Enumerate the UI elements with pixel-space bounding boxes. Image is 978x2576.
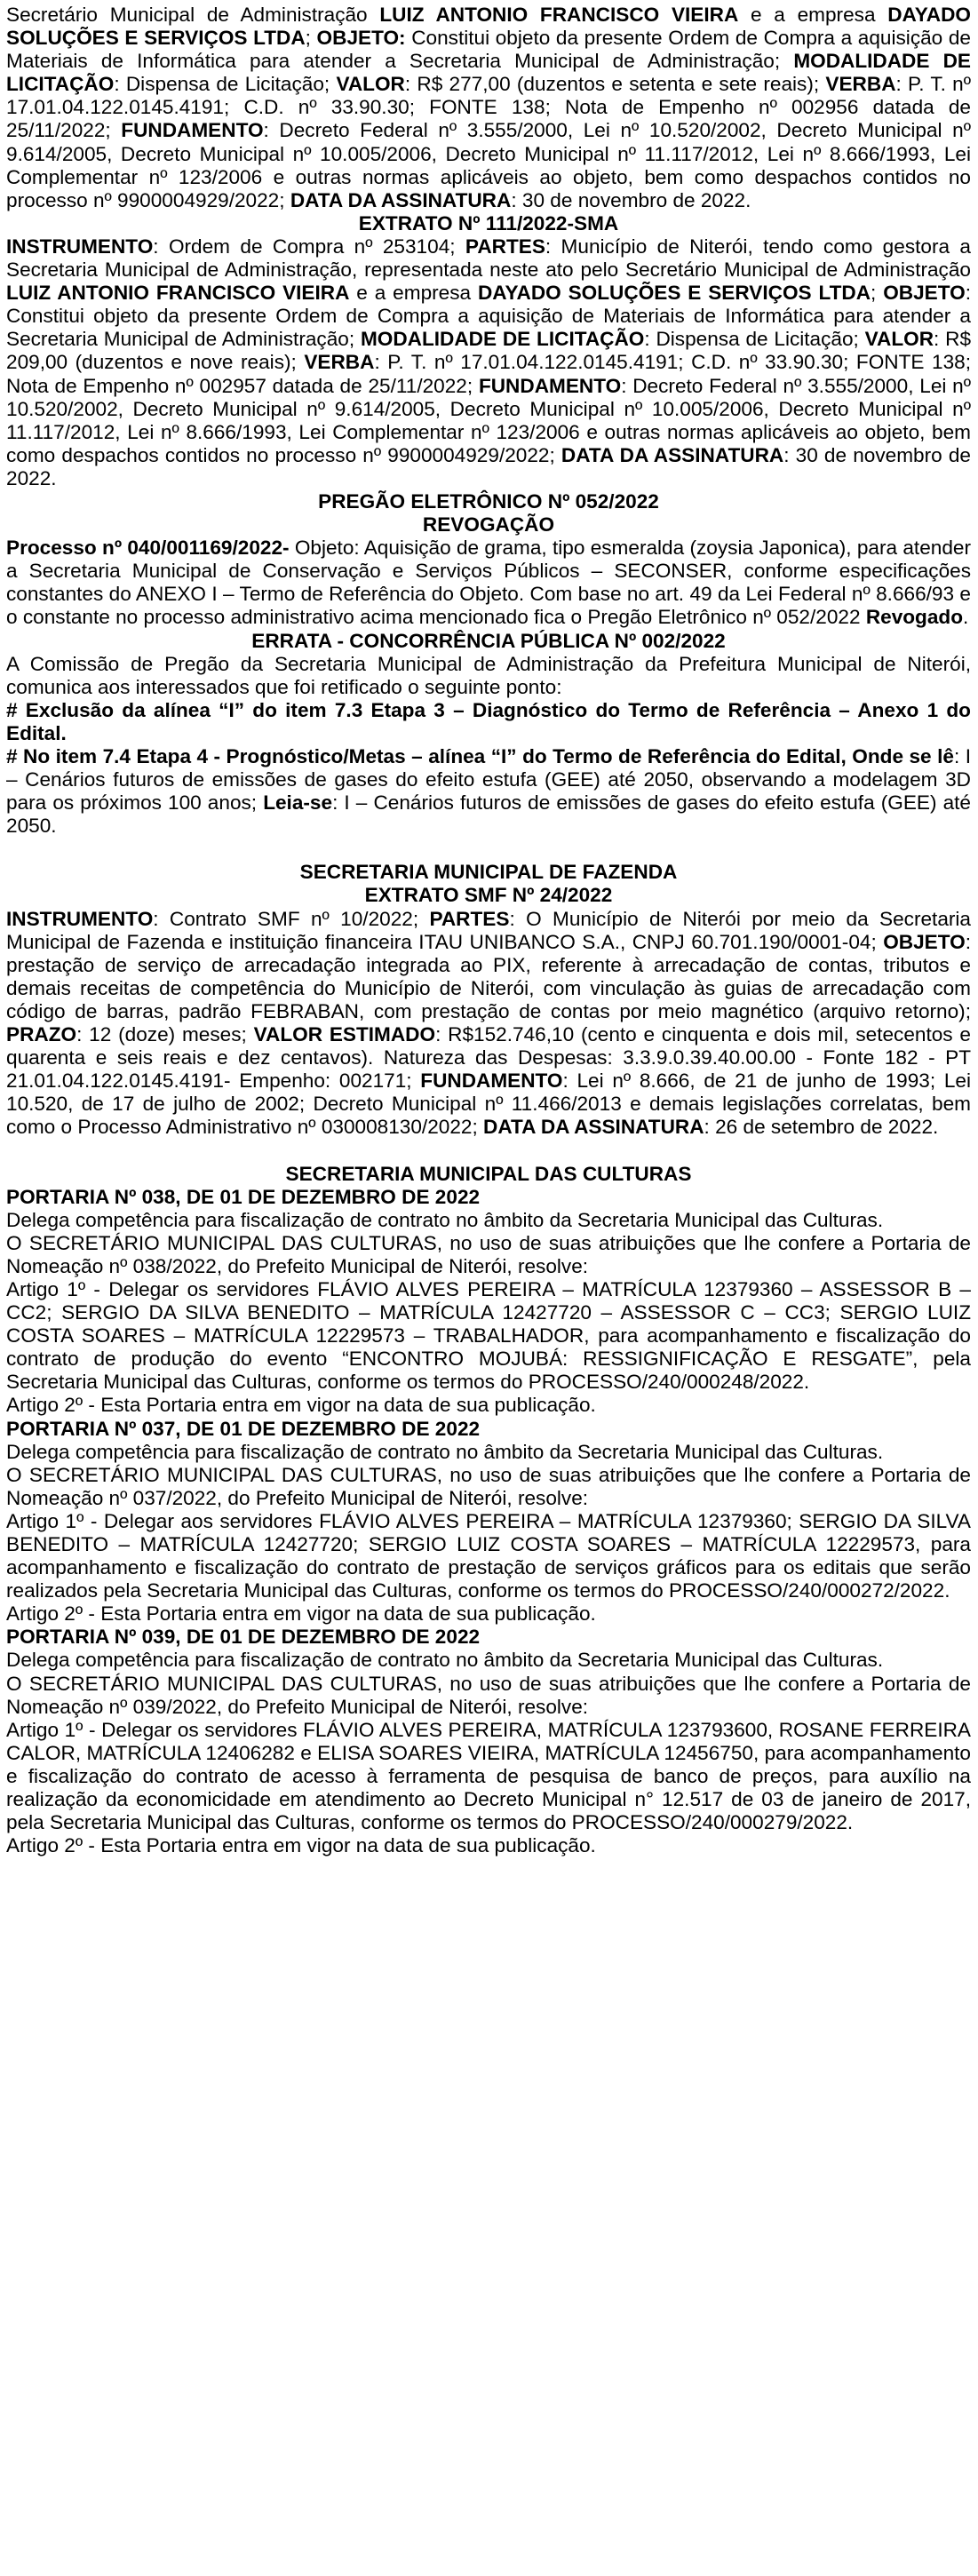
text-run: : 30 de novembro de 2022. [511,188,751,211]
ordinance-title: PORTARIA Nº 038, DE 01 DE DEZEMBRO DE 2022 [6,1185,481,1208]
text-run: O SECRETÁRIO MUNICIPAL DAS CULTURAS, no uso de suas atribuições que lhe confere a Portaria de Nomeação nº 039/2022, do Prefeito Municipal de Niterói, resolve: [6,1672,971,1718]
paragraph [6,1394,971,1417]
section-heading: EXTRATO Nº 111/2022-SMA [358,211,619,235]
paragraph [6,1649,971,1672]
bold-run: LUIZ ANTONIO FRANCISCO VIEIRA [6,282,350,305]
bold-run: Revogado [865,606,964,629]
text-run: ; [871,282,884,305]
section-heading: REVOGAÇÃO [422,513,555,537]
bold-run: OBJETO [883,282,966,305]
paragraph [6,1464,971,1510]
text-run: . [963,606,969,629]
text-run: : P. T. nº 17.01.04.122.0145.4191; C.D. nº 33.90.30; FONTE 138; Nota de Empenho nº 002957 datada de 25/11/2022; [6,351,971,397]
text-run: : Contrato SMF nº 10/2022; [153,907,430,930]
text-run: Artigo 1º - Delegar os servidores FLÁVIO ALVES PEREIRA – MATRÍCULA 12379360 – ASSESSOR B – CC2; SERGIO DA SILVA BENEDITO – MATRÍCULA 12427720 – ASSESSOR C – CC3; SERGIO LUIZ COSTA SOARES – MATRÍCULA 12229573 – TRABALHADOR, para acompanhamento e fiscalização do contrato de produção do evento “ENCONTRO MOJUBÁ: RESSIGNIFICAÇÃO E RESGATE”, pela Secretaria Municipal das Culturas, conforme os termos do PROCESSO/240/000248/2022. [6,1277,971,1394]
bold-run: PRAZO [6,1023,77,1046]
bold-run: DATA DA ASSINATURA [483,1116,704,1139]
text-run: : prestação de serviço de arrecadação integrada ao PIX, referente à arrecadação de contas, tributos e demais receitas de competência do Município de Niterói, com vinculação às guias de arrecadação com código de barras, padrão FEBRABAN, com prestação de contas por meio magnético (arquivo retorno); [6,930,971,1022]
text-run: Artigo 1º - Delegar aos servidores FLÁVIO ALVES PEREIRA – MATRÍCULA 12379360; SERGIO DA SILVA BENEDITO – MATRÍCULA 12427720; SERGIO LUIZ COSTA SOARES – MATRÍCULA 12229573, para acompanhamento e fiscalização do contrato de prestação de serviços gráficos para os editais que serão realizados pela Secretaria Municipal das Culturas, conforme os termos do PROCESSO/240/000272/2022. [6,1509,971,1602]
paragraph [6,1441,971,1464]
text-run: : 26 de setembro de 2022. [704,1116,939,1139]
paragraph [6,745,971,838]
text-run: : R$152.746,10 (cento e cinquenta e dois mil, setecentos e quarenta e seis reais e dez centavos). Natureza das Despesas: 3.3.9.0.39.40.00.00 - Fonte 182 - PT 21.01.04.122.0145.4191- Empenho: 002171; [6,1023,971,1093]
text-run: : Lei nº 8.666, de 21 de junho de 1993; Lei 10.520, de 17 de julho de 2002; Decreto Municipal nº 11.466/2013 e demais legislações correlatas, bem como o Processo Administrativo nº 030008130/2022; [6,1069,971,1139]
bold-run: FUNDAMENTO [478,374,622,397]
paragraph [6,537,971,629]
text-run: : I – Cenários futuros de emissões de gases do efeito estufa (GEE) até 2050, observando a modelagem 3D para os próximos 100 anos; [6,745,971,815]
bold-run: VALOR [336,73,405,96]
text-run: Delega competência para fiscalização de contrato no âmbito da Secretaria Municipal das Culturas. [6,1440,884,1463]
bold-run: FUNDAMENTO [121,119,264,142]
text-run: ; [305,27,317,50]
text-run: : Município de Niterói, tendo como gestora a Secretaria Municipal de Administração, representada neste ato pelo Secretário Municipal de Administração [6,235,971,282]
bold-run: OBJETO [883,930,966,953]
bold-run: MODALIDADE DE LICITAÇÃO [360,328,645,351]
text-run: Secretário Municipal de Administração [6,4,380,26]
text-run: : O Município de Niterói por meio da Secretaria Municipal de Fazenda e instituição financeira ITAU UNIBANCO S.A., CNPJ 60.701.190/0001-04; [6,907,971,953]
text-run: Artigo 2º - Esta Portaria entra em vigor na data de sua publicação. [6,1602,596,1626]
paragraph [6,4,971,212]
section-heading: PREGÃO ELETRÔNICO Nº 052/2022 [318,489,659,513]
paragraph [6,1719,971,1834]
bold-run: VERBA [304,351,375,374]
bold-run: MODALIDADE DE LICITAÇÃO [6,50,971,96]
bold-run: PARTES [429,907,510,930]
text-run: Objeto: Aquisição de grama, tipo esmeralda (zoysia Japonica), para atender a Secretaria Municipal de Conservação e Serviços Públicos – SECONSER, conforme especificações constantes do ANEXO I – Termo de Referência do Objeto. Com base no art. 49 da Lei Federal nº 8.666/93 e o constante no processo administrativo acima mencionado fica o Pregão Eletrônico nº 052/2022 [6,537,971,629]
bold-run: FUNDAMENTO [420,1069,563,1093]
section-heading: SECRETARIA MUNICIPAL DAS CULTURAS [285,1162,692,1185]
section-gap [6,838,971,861]
section-gap [6,1140,971,1163]
bold-run: DATA DA ASSINATURA [561,443,784,466]
bold-run: Processo nº 040/001169/2022- [6,537,290,560]
paragraph [6,1602,971,1626]
bold-run: VALOR [864,328,934,351]
section-heading: ERRATA - CONCORRÊNCIA PÚBLICA Nº 002/2022 [251,629,726,652]
bold-run: INSTRUMENTO [6,907,154,930]
bold-run: PARTES [465,235,545,258]
text-run: Delega competência para fiscalização de contrato no âmbito da Secretaria Municipal das Culturas. [6,1649,884,1672]
paragraph [6,1232,971,1278]
text-run: Delega competência para fiscalização de contrato no âmbito da Secretaria Municipal das Culturas. [6,1208,884,1231]
text-run: : Constitui objeto da presente Ordem de Compra a aquisição de Materiais de Informática para atender a Secretaria Municipal de Administração; [6,282,971,351]
text-run: Artigo 2º - Esta Portaria entra em vigor na data de sua publicação. [6,1834,596,1857]
bold-run: DAYADO SOLUÇÕES E SERVIÇOS LTDA [6,4,971,50]
text-run: : Decreto Federal nº 3.555/2000, Lei nº 10.520/2002, Decreto Municipal nº 9.614/2005, Decreto Municipal nº 10.005/2006, Decreto Municipal nº 11.117/2012, Lei nº 8.666/1993, Lei Complementar nº 123/2006 e outras normas aplicáveis ao objeto, bem como despachos contidos no processo nº 9900004929/2022; [6,119,971,211]
ordinance-title: PORTARIA Nº 037, DE 01 DE DEZEMBRO DE 2022 [6,1417,481,1440]
text-run: : P. T. nº 17.01.04.122.0145.4191; C.D. nº 33.90.30; FONTE 138; Nota de Empenho nº 002956 datada de 25/11/2022; [6,73,971,142]
bold-run: VALOR ESTIMADO [253,1023,436,1046]
text-run: : R$ 209,00 (duzentos e nove reais); [6,328,972,374]
text-run: e a empresa [349,282,478,305]
text-run: Constitui objeto da presente Ordem de Compra a aquisição de Materiais de Informática para atender a Secretaria Municipal de Administração; [6,27,971,73]
bold-run: # No item 7.4 Etapa 4 - Prognóstico/Metas – alínea “I” do Termo de Referência do Edital, Onde se lê [6,745,954,767]
text-run: : I – Cenários futuros de emissões de gases do efeito estufa (GEE) até 2050. [6,791,971,838]
text-run: : Ordem de Compra nº 253104; [153,235,465,258]
bold-run: LUIZ ANTONIO FRANCISCO VIEIRA [379,4,739,26]
text-run: O SECRETÁRIO MUNICIPAL DAS CULTURAS, no uso de suas atribuições que lhe confere a Portaria de Nomeação nº 038/2022, do Prefeito Municipal de Niterói, resolve: [6,1231,971,1277]
bold-run: OBJETO: [316,27,406,50]
bold-run: DAYADO SOLUÇÕES E SERVIÇOS LTDA [477,282,871,305]
text-run: : R$ 277,00 (duzentos e setenta e sete reais); [404,73,826,96]
bold-run: INSTRUMENTO [6,235,154,258]
paragraph [6,1278,971,1394]
text-run: : 12 (doze) meses; [76,1023,254,1046]
paragraph [6,1510,971,1602]
paragraph [6,1209,971,1232]
text-run: : Dispensa de Licitação; [644,328,865,351]
paragraph [6,1834,971,1857]
text-run: Artigo 1º - Delegar os servidores FLÁVIO ALVES PEREIRA, MATRÍCULA 123793600, ROSANE FERREIRA CALOR, MATRÍCULA 12406282 e ELISA SOARES VIEIRA, MATRÍCULA 12456750, para acompanhamento e fiscalização do contrato de acesso à ferramenta de pesquisa de banco de preços, para auxílio na realização da economicidade em atendimento ao Decreto Municipal n° 12.517 de 03 de janeiro de 2017, pela Secretaria Municipal das Culturas, conforme os termos do PROCESSO/240/000279/2022. [6,1718,971,1834]
bold-run: # Exclusão da alínea “I” do item 7.3 Etapa 3 – Diagnóstico do Termo de Referência – Anexo 1 do Edital. [6,698,971,744]
paragraph [6,1673,971,1719]
paragraph [6,653,971,699]
text-run: A Comissão de Pregão da Secretaria Municipal de Administração da Prefeitura Municipal de Niterói, comunica aos interessados que foi retificado o seguinte ponto: [6,652,971,698]
text-run: : Dispensa de Licitação; [114,73,337,96]
bold-run: VERBA [825,73,896,96]
text-run: e a empresa [738,4,888,26]
ordinance-title: PORTARIA Nº 039, DE 01 DE DEZEMBRO DE 2022 [6,1626,481,1649]
bold-run: DATA DA ASSINATURA [290,188,512,211]
paragraph [6,908,971,1140]
text-run: O SECRETÁRIO MUNICIPAL DAS CULTURAS, no uso de suas atribuições que lhe confere a Portaria de Nomeação nº 037/2022, do Prefeito Municipal de Niterói, resolve: [6,1463,971,1509]
bold-run: Leia-se [263,791,333,815]
text-run: : 30 de novembro de 2022. [6,443,971,489]
text-run: Artigo 2º - Esta Portaria entra em vigor na data de sua publicação. [6,1394,596,1417]
paragraph [6,699,971,745]
section-heading: EXTRATO SMF Nº 24/2022 [364,884,613,907]
section-heading: SECRETARIA MUNICIPAL DE FAZENDA [299,861,678,884]
paragraph [6,235,971,490]
text-run: : Decreto Federal nº 3.555/2000, Lei nº 10.520/2002, Decreto Municipal nº 9.614/2005, Decreto Municipal nº 10.005/2006, Decreto Municipal nº 11.117/2012, Lei nº 8.666/1993, Lei Complementar nº 123/2006 e outras normas aplicáveis ao objeto, bem como despachos contidos no processo nº 9900004929/2022; [6,374,971,466]
